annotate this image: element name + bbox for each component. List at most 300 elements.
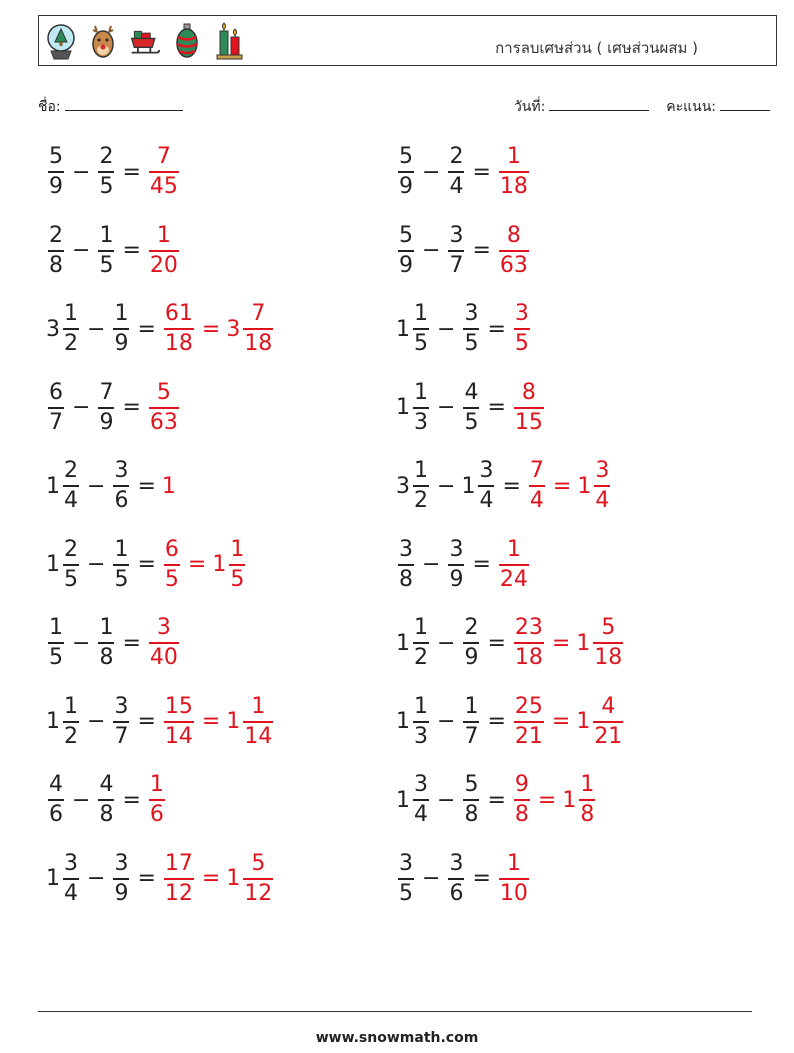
equals-sign: = (122, 395, 141, 420)
minuend-numerator: 1 (414, 693, 428, 719)
minus-sign: − (72, 159, 91, 185)
minuend-denominator: 9 (398, 250, 414, 277)
answer (562, 774, 597, 826)
answer-denominator: 18 (164, 328, 194, 355)
answer-fraction (514, 693, 544, 749)
minus-sign: − (72, 787, 91, 813)
answer (226, 850, 275, 906)
answer-denominator: 20 (149, 250, 179, 277)
answer-denominator: 8 (579, 799, 595, 826)
problem-6 (396, 297, 532, 361)
minus-sign: − (422, 159, 441, 185)
minuend-fraction (413, 460, 429, 512)
problem-20 (396, 847, 531, 911)
score-label: คะแนน: (666, 99, 716, 115)
minuend-denominator: 2 (413, 642, 429, 669)
footer-divider (38, 1011, 752, 1012)
minus-sign: − (437, 316, 456, 342)
answer-numerator: 1 (156, 222, 171, 248)
minuend-fraction (413, 693, 429, 749)
subtrahend-denominator: 8 (463, 799, 479, 826)
subtrahend-denominator: 9 (113, 878, 129, 905)
equals-sign: = (137, 709, 156, 734)
answer-denominator: 18 (514, 642, 544, 669)
answer-denominator: 12 (164, 878, 194, 905)
problem-11 (46, 533, 247, 597)
minuend-whole: 1 (46, 473, 60, 499)
subtrahend-numerator: 1 (99, 222, 114, 248)
answer-denominator: 6 (149, 799, 165, 826)
minuend-denominator: 4 (413, 799, 429, 826)
minuend-fraction (63, 693, 79, 749)
answer-fraction (243, 303, 273, 355)
answer (497, 536, 531, 592)
equals-sign: = (137, 866, 156, 891)
answer-whole: 1 (576, 630, 591, 656)
answer-numerator: 61 (164, 301, 193, 326)
minuend-fraction (48, 617, 64, 669)
subtrahend-fraction (113, 303, 129, 355)
answer-fraction (149, 774, 165, 826)
minuend-denominator: 8 (48, 250, 64, 277)
subtrahend-numerator: 7 (99, 379, 114, 405)
minuend-numerator: 1 (414, 458, 428, 483)
problem-12 (396, 533, 531, 597)
snow-globe-icon (45, 22, 77, 62)
answer-numerator: 3 (514, 301, 529, 326)
answer-fraction (514, 774, 530, 826)
answer (577, 460, 612, 512)
answer-fraction (593, 693, 623, 749)
minuend-whole: 1 (396, 316, 410, 342)
answer-denominator: 18 (499, 171, 529, 198)
answer-denominator: 10 (499, 878, 529, 905)
subtrahend-numerator: 3 (449, 536, 464, 562)
minuend-numerator: 5 (399, 222, 413, 248)
answer (512, 774, 532, 826)
answer-numerator: 1 (230, 536, 245, 562)
answer-fraction (164, 536, 180, 592)
answer (497, 222, 531, 278)
minus-sign: − (87, 709, 106, 734)
subtrahend-fraction (448, 146, 464, 198)
equals-sign: = (201, 709, 221, 734)
answer-denominator: 5 (164, 564, 180, 591)
answer-whole: 1 (226, 709, 241, 734)
equals-sign: = (137, 552, 156, 577)
answer-fraction (164, 850, 194, 906)
problem-13 (46, 611, 181, 675)
answer (527, 460, 547, 512)
answer-numerator: 5 (601, 615, 616, 640)
answer (497, 146, 531, 198)
answer-whole: 1 (576, 709, 591, 734)
equals-sign: = (122, 787, 141, 813)
subtrahend-numerator: 1 (464, 693, 479, 719)
subtrahend-fraction (448, 222, 464, 278)
minuend-numerator: 3 (399, 536, 413, 562)
subtrahend-fraction (98, 379, 114, 435)
answer-numerator: 5 (156, 379, 171, 405)
minuend-fraction (413, 774, 429, 826)
answer (497, 850, 531, 906)
answer (162, 474, 177, 499)
answer (512, 303, 532, 355)
problem-4 (396, 219, 531, 283)
minus-sign: − (437, 395, 456, 420)
answer-denominator: 14 (243, 721, 273, 748)
subtrahend-fraction (113, 693, 129, 749)
minuend-numerator: 3 (399, 850, 413, 876)
minuend-fraction (48, 146, 64, 198)
answer-numerator: 1 (251, 693, 266, 719)
equals-sign: = (487, 316, 506, 342)
icon-row (45, 20, 245, 64)
answer-whole: 1 (562, 787, 577, 813)
subtrahend-denominator: 6 (113, 485, 129, 512)
minuend-denominator: 8 (398, 564, 414, 591)
minuend-numerator: 3 (64, 850, 78, 876)
minuend-numerator: 5 (49, 144, 63, 169)
minuend-fraction (413, 617, 429, 669)
minuend-fraction (413, 379, 429, 435)
answer-numerator: 8 (521, 379, 536, 405)
subtrahend-numerator: 1 (99, 615, 114, 640)
problem-8 (396, 376, 546, 440)
answer-whole: 1 (161, 473, 176, 499)
answer-fraction (499, 536, 529, 592)
answer-fraction (243, 850, 273, 906)
name-line[interactable] (65, 98, 183, 111)
equals-sign: = (551, 630, 571, 656)
answer-numerator: 4 (601, 693, 616, 719)
minuend-numerator: 3 (414, 772, 428, 797)
answer (147, 222, 181, 278)
minus-sign: − (87, 316, 106, 342)
minuend-denominator: 2 (63, 328, 79, 355)
answer-denominator: 12 (243, 878, 273, 905)
subtrahend-denominator: 7 (448, 250, 464, 277)
minuend-fraction (398, 222, 414, 278)
answer-numerator: 3 (595, 458, 610, 483)
minuend-denominator: 2 (63, 721, 79, 748)
answer-numerator: 5 (251, 850, 266, 876)
minuend-denominator: 4 (63, 485, 79, 512)
answer-fraction (229, 536, 245, 592)
problem-14 (396, 611, 625, 675)
equals-sign: = (472, 238, 491, 263)
answer-numerator: 6 (164, 536, 179, 562)
minuend-numerator: 2 (49, 222, 63, 248)
subtrahend-fraction (98, 222, 114, 278)
answer-denominator: 40 (149, 642, 179, 669)
equals-sign: = (472, 552, 491, 577)
answer-numerator: 7 (156, 144, 171, 169)
answer-denominator: 63 (499, 250, 529, 277)
subtrahend-denominator: 4 (448, 171, 464, 198)
subtrahend-fraction (448, 536, 464, 592)
minuend-numerator: 1 (64, 693, 78, 719)
subtrahend-denominator: 7 (463, 721, 479, 748)
answer-whole: 3 (226, 316, 241, 342)
subtrahend-denominator: 9 (448, 564, 464, 591)
minuend-denominator: 9 (48, 171, 64, 198)
minuend-numerator: 1 (414, 301, 428, 326)
worksheet-title: การลบเศษส่วน ( เศษส่วนผสม ) (495, 39, 698, 57)
answer (162, 693, 196, 749)
minuend-numerator: 4 (49, 772, 63, 797)
worksheet-header (38, 15, 777, 66)
minuend-fraction (48, 774, 64, 826)
answer-denominator: 21 (514, 721, 544, 748)
minuend-denominator: 5 (413, 328, 429, 355)
answer-fraction (499, 222, 529, 278)
minuend-numerator: 2 (64, 458, 78, 483)
answer-numerator: 9 (514, 772, 529, 797)
minuend-whole: 3 (46, 316, 60, 342)
equals-sign: = (472, 159, 491, 185)
subtrahend-denominator: 5 (98, 171, 114, 198)
answer (162, 536, 182, 592)
equals-sign: = (537, 787, 557, 813)
subtrahend-numerator: 3 (449, 850, 464, 876)
subtrahend-denominator: 5 (98, 250, 114, 277)
equals-sign: = (551, 709, 571, 734)
minus-sign: − (72, 630, 91, 656)
date-score-field (514, 96, 770, 118)
subtrahend-numerator: 4 (464, 379, 479, 405)
minuend-numerator: 5 (399, 144, 413, 169)
answer (576, 617, 625, 669)
answer (162, 850, 196, 906)
answer-denominator: 15 (514, 407, 544, 434)
answer-fraction (149, 146, 179, 198)
minuend-fraction (48, 222, 64, 278)
problem-9 (46, 454, 177, 518)
answer-numerator: 1 (580, 772, 595, 797)
problem-1 (46, 140, 181, 204)
minuend-denominator: 4 (63, 878, 79, 905)
subtrahend-numerator: 1 (114, 536, 129, 562)
minuend-whole: 1 (396, 709, 410, 734)
answer-whole: 1 (226, 866, 241, 891)
subtrahend-fraction (113, 460, 129, 512)
minuend-numerator: 1 (414, 379, 428, 405)
minus-sign: − (87, 473, 106, 499)
subtrahend-fraction (98, 617, 114, 669)
answer (226, 693, 275, 749)
equals-sign: = (122, 159, 141, 185)
answer-numerator: 7 (529, 458, 544, 483)
minus-sign: − (437, 709, 456, 734)
name-field (38, 96, 183, 118)
minus-sign: − (437, 787, 456, 813)
subtrahend-numerator: 3 (114, 458, 129, 483)
subtrahend-numerator: 4 (99, 772, 114, 797)
minuend-denominator: 2 (413, 485, 429, 512)
answer-fraction (499, 850, 529, 906)
minuend-whole: 1 (396, 787, 410, 813)
answer-fraction (499, 146, 529, 198)
minuend-whole: 1 (46, 552, 60, 577)
subtrahend-numerator: 2 (464, 615, 479, 640)
minus-sign: − (87, 552, 106, 577)
answer-numerator: 1 (149, 772, 164, 797)
score-line[interactable] (720, 98, 770, 111)
answer-numerator: 1 (506, 850, 521, 876)
minuend-numerator: 6 (49, 379, 63, 405)
problem-15 (46, 690, 275, 754)
reindeer-icon (87, 22, 119, 62)
problem-19 (46, 847, 275, 911)
answer-numerator: 8 (506, 222, 521, 248)
answer-denominator: 4 (529, 485, 545, 512)
minus-sign: − (437, 630, 456, 656)
candles-icon (213, 22, 245, 62)
answer-fraction (149, 617, 179, 669)
answer-numerator: 23 (514, 615, 543, 640)
minus-sign: − (422, 552, 441, 577)
answer (212, 536, 247, 592)
minuend-denominator: 7 (48, 407, 64, 434)
answer-fraction (164, 693, 194, 749)
minus-sign: − (72, 238, 91, 263)
subtrahend-numerator: 3 (114, 850, 129, 876)
subtrahend-fraction (113, 536, 129, 592)
minuend-whole: 1 (396, 630, 410, 656)
answer-whole: 1 (577, 473, 592, 499)
answer-numerator: 1 (506, 144, 521, 169)
subtrahend-numerator: 2 (449, 144, 464, 169)
answer (576, 693, 625, 749)
subtrahend-denominator: 5 (463, 407, 479, 434)
answer-numerator: 25 (514, 693, 543, 719)
answer-numerator: 15 (164, 693, 193, 719)
answer-fraction (149, 222, 179, 278)
answer-whole: 1 (212, 552, 227, 577)
problem-5 (46, 297, 275, 361)
subtrahend-fraction (463, 693, 479, 749)
equals-sign: = (487, 787, 506, 813)
subtrahend-numerator: 5 (464, 772, 479, 797)
minuend-whole: 3 (396, 473, 410, 499)
problem-3 (46, 219, 181, 283)
footer-url: www.snowmath.com (315, 1030, 479, 1046)
equals-sign: = (487, 709, 506, 734)
minuend-fraction (63, 303, 79, 355)
answer-fraction (529, 460, 545, 512)
problem-10 (396, 454, 612, 518)
answer-denominator: 4 (594, 485, 610, 512)
subtrahend-denominator: 9 (113, 328, 129, 355)
minuend-numerator: 1 (64, 301, 78, 326)
subtrahend-numerator: 3 (479, 458, 494, 483)
answer (512, 617, 546, 669)
answer-numerator: 17 (164, 850, 193, 876)
answer-denominator: 24 (499, 564, 529, 591)
equals-sign: = (187, 552, 207, 577)
answer-denominator: 21 (593, 721, 623, 748)
answer-fraction (594, 460, 610, 512)
problem-2 (396, 140, 531, 204)
answer (147, 617, 181, 669)
subtrahend-fraction (98, 146, 114, 198)
subtrahend-fraction (478, 460, 494, 512)
subtrahend-denominator: 9 (98, 407, 114, 434)
equals-sign: = (122, 238, 141, 263)
answer-denominator: 8 (514, 799, 530, 826)
minuend-denominator: 5 (48, 642, 64, 669)
subtrahend-numerator: 2 (99, 144, 114, 169)
minuend-whole: 1 (46, 709, 60, 734)
minuend-fraction (63, 536, 79, 592)
answer-numerator: 1 (506, 536, 521, 562)
equals-sign: = (472, 866, 491, 891)
subtrahend-numerator: 3 (114, 693, 129, 719)
minuend-denominator: 5 (63, 564, 79, 591)
subtrahend-whole: 1 (461, 473, 476, 499)
minuend-fraction (63, 850, 79, 906)
subtrahend-fraction (98, 774, 114, 826)
equals-sign: = (201, 866, 221, 891)
minus-sign: − (72, 395, 91, 420)
minuend-numerator: 1 (414, 615, 428, 640)
problem-18 (396, 768, 597, 832)
minuend-fraction (398, 536, 414, 592)
minuend-denominator: 6 (48, 799, 64, 826)
subtrahend-denominator: 8 (98, 642, 114, 669)
subtrahend-denominator: 6 (448, 878, 464, 905)
answer (226, 303, 275, 355)
problem-17 (46, 768, 167, 832)
minus-sign: − (87, 866, 106, 891)
minuend-fraction (63, 460, 79, 512)
answer (162, 303, 196, 355)
answer-denominator: 5 (229, 564, 245, 591)
subtrahend-denominator: 8 (98, 799, 114, 826)
minuend-numerator: 2 (64, 536, 78, 562)
problem-16 (396, 690, 625, 754)
sleigh-icon (129, 22, 161, 62)
minuend-fraction (398, 850, 414, 906)
equals-sign: = (201, 316, 221, 342)
answer-fraction (579, 774, 595, 826)
answer-numerator: 3 (156, 615, 171, 640)
answer-denominator: 63 (149, 407, 179, 434)
minuend-fraction (48, 379, 64, 435)
subtrahend-denominator: 5 (463, 328, 479, 355)
minuend-denominator: 5 (398, 878, 414, 905)
minuend-fraction (398, 146, 414, 198)
subtrahend-fraction (113, 850, 129, 906)
answer-denominator: 18 (243, 328, 273, 355)
minuend-fraction (413, 303, 429, 355)
minuend-whole: 1 (46, 866, 60, 891)
subtrahend-numerator: 1 (114, 301, 129, 326)
minuend-denominator: 3 (413, 407, 429, 434)
name-label: ชื่อ: (38, 99, 61, 115)
minus-sign: − (422, 866, 441, 891)
answer-fraction (514, 303, 530, 355)
answer-numerator: 7 (251, 301, 266, 326)
answer-fraction (243, 693, 273, 749)
answer-fraction (593, 617, 623, 669)
minuend-denominator: 3 (413, 721, 429, 748)
subtrahend-fraction (463, 303, 479, 355)
subtrahend-denominator: 7 (113, 721, 129, 748)
answer-fraction (514, 617, 544, 669)
date-line[interactable] (549, 98, 649, 111)
